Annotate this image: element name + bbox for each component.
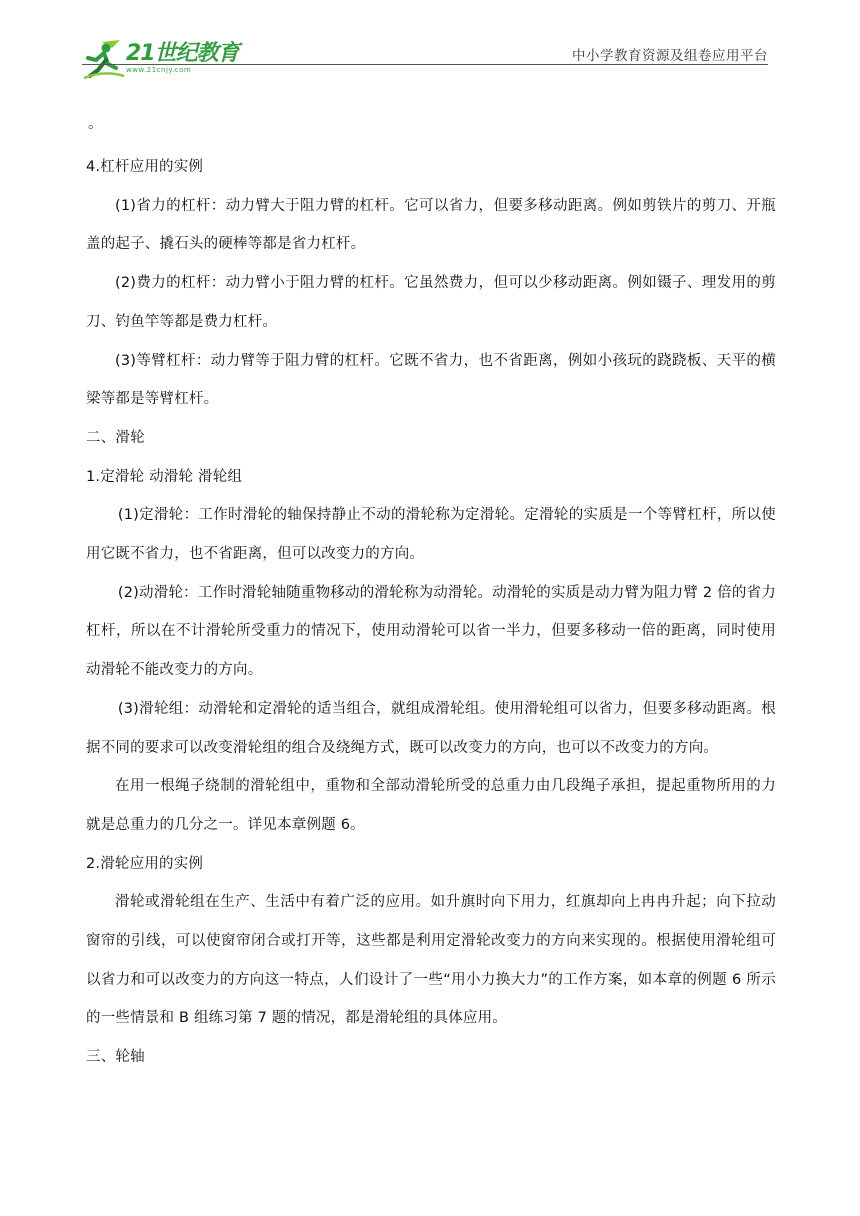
fixed-pulley-paragraph: (1)定滑轮：工作时滑轮的轴保持静止不动的滑轮称为定滑轮。定滑轮的实质是一个等臂杠杆，所以使用它既不省力，也不省距离，但可以改变力的方向。 [86, 507, 776, 563]
site-logo[interactable] [82, 38, 247, 80]
platform-name: 中小学教育资源及组卷应用平台 [572, 48, 768, 64]
lever-force-costing-paragraph: (2)费力的杠杆：动力臂小于阻力臂的杠杆。它虽然费力，但可以少移动距离。例如镊子、理发用的剪刀、钓鱼竿等都是费力杠杆。 [86, 275, 776, 330]
movable-pulley-paragraph: (2)动滑轮：工作时滑轮轴随重物移动的滑轮称为动滑轮。动滑轮的实质是动力臂为阻力臂 2 倍的省力杠杆，所以在不计滑轮所受重力的情况下，使用动滑轮可以省一半力，但要多移动一倍的距离，同时使用动滑轮不能改变力的方向。 [86, 584, 776, 679]
runner-logo-icon [82, 38, 126, 80]
pulley-applications-paragraph: 滑轮或滑轮组在生产、生活中有着广泛的应用。如升旗时向下用力，红旗却向上冉冉升起；向下拉动窗帘的引线，可以使窗帘闭合或打开等，这些都是利用定滑轮改变力的方向来实现的。根据使用滑轮组可以省力和可以改变力的方向这一特点，人们设计了一些“用小力换大力”的工作方案，如本章的例题 6 所示的一些情景和 B 组练习第 7 题的情况，都是滑轮组的具体应用。 [86, 894, 776, 1027]
document-body [86, 110, 776, 1077]
stray-punctuation: 。 [88, 116, 103, 132]
header-divider [82, 64, 768, 65]
lever-force-saving-paragraph: (1)省力的杠杆：动力臂大于阻力臂的杠杆。它可以省力，但要多移动距离。例如剪铁片的剪刀、开瓶盖的起子、撬石头的硬棒等都是省力杠杆。 [86, 197, 776, 253]
pulley-block-paragraph: (3)滑轮组：动滑轮和定滑轮的适当组合，就组成滑轮组。使用滑轮组可以省力，但要多移动距离。根据不同的要求可以改变滑轮组的组合及绕绳方式，既可以改变力的方向，也可以不改变力的方向。 [86, 700, 776, 756]
part-2-heading: 二、滑轮 [86, 429, 145, 446]
logo-wordmark: 21世纪教育 [126, 41, 239, 66]
section-4-heading: 4.杠杆应用的实例 [86, 159, 204, 175]
pulley-types-heading: 1.定滑轮 动滑轮 滑轮组 [86, 468, 243, 485]
lever-equal-arm-paragraph: (3)等臂杠杆：动力臂等于阻力臂的杠杆。它既不省力，也不省距离，例如小孩玩的跷跷板、天平的横梁等都是等臂杠杆。 [86, 352, 776, 408]
pulley-rope-paragraph: 在用一根绳子绕制的滑轮组中，重物和全部动滑轮所受的总重力由几段绳子承担，提起重物所用的力就是总重力的几分之一。详见本章例题 6。 [86, 778, 776, 833]
page-header [0, 0, 860, 90]
logo-url: www.21cnjy.com [126, 66, 192, 74]
part-3-heading: 三、轮轴 [86, 1049, 145, 1066]
pulley-examples-heading: 2.滑轮应用的实例 [86, 855, 204, 872]
